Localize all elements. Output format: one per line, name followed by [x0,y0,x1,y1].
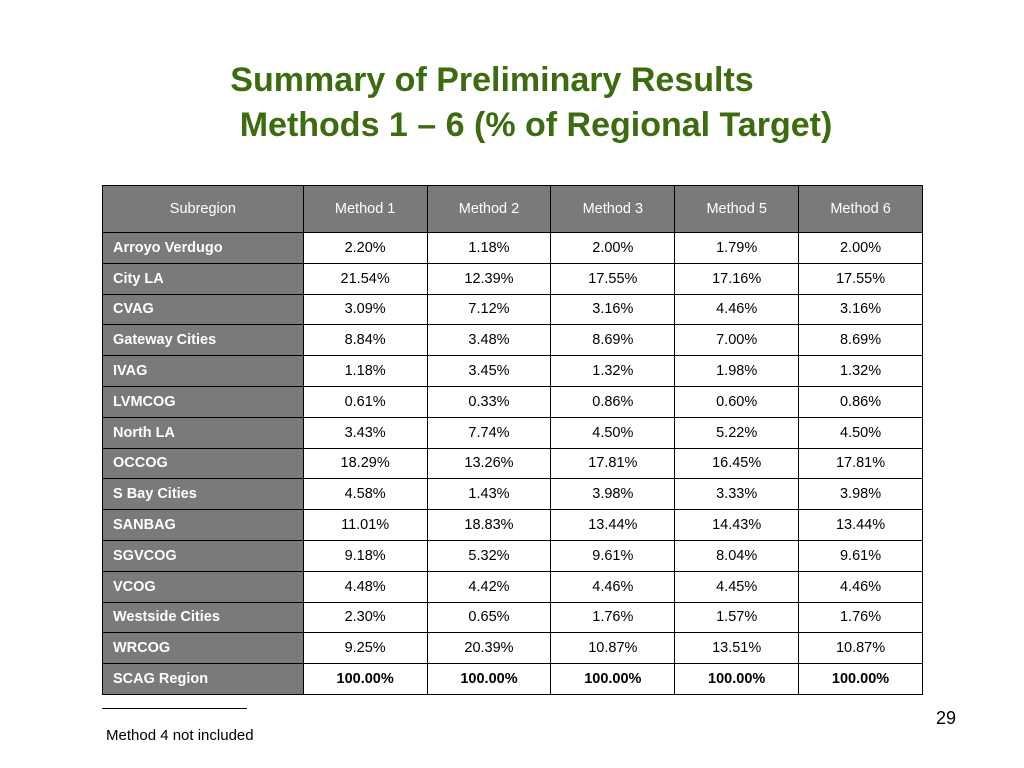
value-cell: 9.61% [799,540,923,571]
value-cell: 3.43% [303,417,427,448]
subregion-cell: Arroyo Verdugo [103,233,304,264]
footnote: Method 4 not included [106,727,254,744]
subregion-cell: VCOG [103,571,304,602]
value-cell: 8.04% [675,540,799,571]
header-method-5: Method 5 [675,186,799,233]
table-row [103,602,923,633]
value-cell: 13.51% [675,633,799,664]
value-cell: 8.69% [551,325,675,356]
subregion-cell: S Bay Cities [103,479,304,510]
table-row [103,571,923,602]
value-cell: 0.65% [427,602,551,633]
value-cell: 18.29% [303,448,427,479]
value-cell: 3.45% [427,356,551,387]
value-cell: 0.61% [303,386,427,417]
value-cell: 4.48% [303,571,427,602]
table-row [103,417,923,448]
header-subregion: Subregion [103,186,304,233]
page-number: 29 [936,708,957,728]
value-cell: 3.16% [551,294,675,325]
value-cell: 3.33% [675,479,799,510]
value-cell: 7.12% [427,294,551,325]
header-method-2: Method 2 [427,186,551,233]
value-cell: 17.16% [675,263,799,294]
value-cell: 8.69% [799,325,923,356]
value-cell: 14.43% [675,510,799,541]
title-line-1: Summary of Preliminary Results [230,61,754,99]
value-cell: 9.61% [551,540,675,571]
subregion-cell: North LA [103,417,304,448]
value-cell: 10.87% [551,633,675,664]
value-cell: 4.46% [675,294,799,325]
subregion-cell: LVMCOG [103,386,304,417]
value-cell: 3.98% [551,479,675,510]
table-row [103,325,923,356]
value-cell: 1.76% [551,602,675,633]
value-cell: 13.44% [799,510,923,541]
table-row [103,386,923,417]
subregion-cell: IVAG [103,356,304,387]
value-cell: 1.32% [551,356,675,387]
value-cell: 100.00% [427,664,551,695]
header-method-6: Method 6 [799,186,923,233]
value-cell: 100.00% [675,664,799,695]
value-cell: 2.00% [551,233,675,264]
value-cell: 11.01% [303,510,427,541]
results-table [102,185,923,695]
table-row [103,510,923,541]
value-cell: 2.30% [303,602,427,633]
value-cell: 0.60% [675,386,799,417]
value-cell: 4.58% [303,479,427,510]
value-cell: 17.55% [551,263,675,294]
value-cell: 2.00% [799,233,923,264]
value-cell: 4.46% [551,571,675,602]
table-row [103,448,923,479]
value-cell: 5.32% [427,540,551,571]
value-cell: 1.76% [799,602,923,633]
value-cell: 3.98% [799,479,923,510]
value-cell: 20.39% [427,633,551,664]
value-cell: 13.26% [427,448,551,479]
table-row [103,233,923,264]
value-cell: 3.16% [799,294,923,325]
value-cell: 2.20% [303,233,427,264]
subregion-cell: Gateway Cities [103,325,304,356]
table-row [103,633,923,664]
value-cell: 100.00% [799,664,923,695]
slide-title [0,58,1024,148]
value-cell: 3.09% [303,294,427,325]
value-cell: 17.81% [551,448,675,479]
table-row [103,263,923,294]
value-cell: 1.18% [303,356,427,387]
value-cell: 16.45% [675,448,799,479]
value-cell: 10.87% [799,633,923,664]
subregion-cell: WRCOG [103,633,304,664]
value-cell: 7.74% [427,417,551,448]
value-cell: 3.48% [427,325,551,356]
value-cell: 1.57% [675,602,799,633]
value-cell: 4.45% [675,571,799,602]
value-cell: 100.00% [303,664,427,695]
value-cell: 12.39% [427,263,551,294]
title-line-2: Methods 1 – 6 (% of Regional Target) [239,106,833,144]
subregion-cell: CVAG [103,294,304,325]
value-cell: 0.86% [551,386,675,417]
table-row [103,540,923,571]
value-cell: 5.22% [675,417,799,448]
value-cell: 4.42% [427,571,551,602]
value-cell: 4.50% [799,417,923,448]
table-body [103,233,923,695]
subregion-cell: SCAG Region [103,664,304,695]
subregion-cell: OCCOG [103,448,304,479]
value-cell: 21.54% [303,263,427,294]
value-cell: 9.25% [303,633,427,664]
header-method-1: Method 1 [303,186,427,233]
table-row [103,479,923,510]
value-cell: 1.18% [427,233,551,264]
value-cell: 8.84% [303,325,427,356]
value-cell: 1.32% [799,356,923,387]
value-cell: 13.44% [551,510,675,541]
table-row [103,294,923,325]
value-cell: 1.79% [675,233,799,264]
subregion-cell: City LA [103,263,304,294]
subregion-cell: Westside Cities [103,602,304,633]
value-cell: 17.81% [799,448,923,479]
table-header-row [103,186,923,233]
value-cell: 100.00% [551,664,675,695]
value-cell: 1.98% [675,356,799,387]
subregion-cell: SANBAG [103,510,304,541]
value-cell: 9.18% [303,540,427,571]
header-method-3: Method 3 [551,186,675,233]
subregion-cell: SGVCOG [103,540,304,571]
value-cell: 18.83% [427,510,551,541]
value-cell: 0.86% [799,386,923,417]
value-cell: 1.43% [427,479,551,510]
value-cell: 4.46% [799,571,923,602]
table-row [103,356,923,387]
value-cell: 0.33% [427,386,551,417]
table-row [103,664,923,695]
value-cell: 4.50% [551,417,675,448]
footnote-divider [102,708,247,709]
value-cell: 17.55% [799,263,923,294]
value-cell: 7.00% [675,325,799,356]
